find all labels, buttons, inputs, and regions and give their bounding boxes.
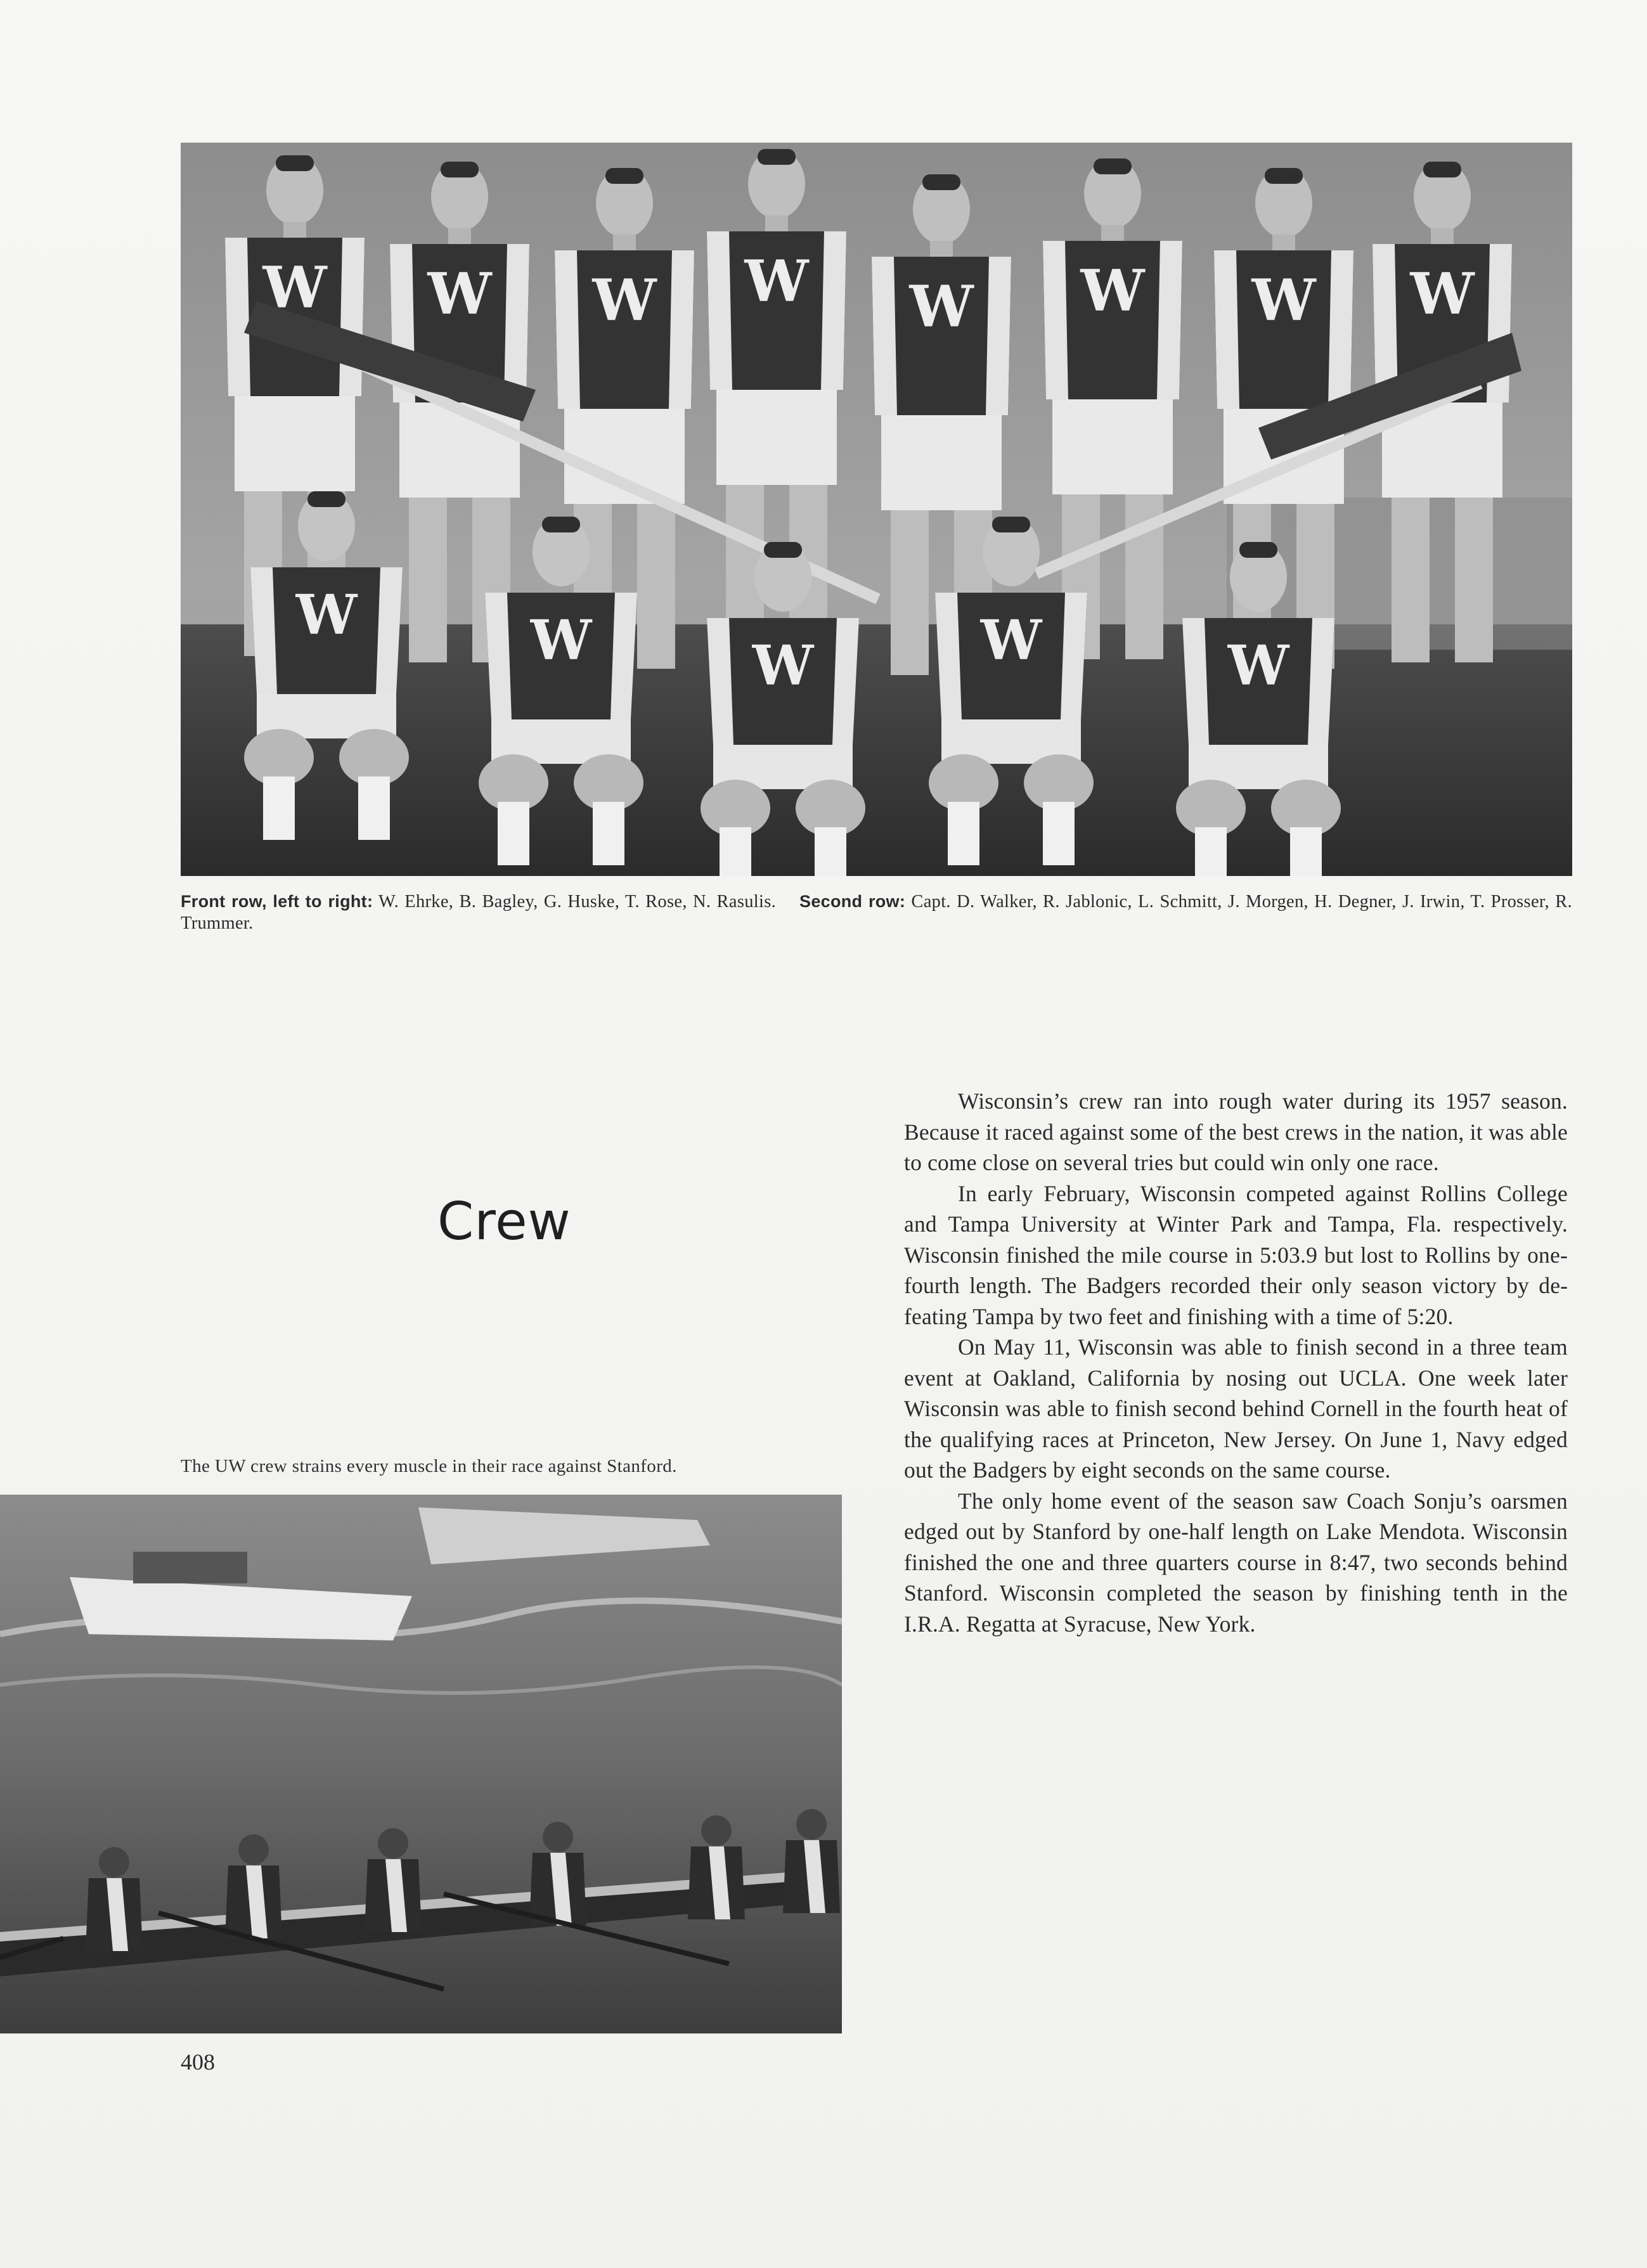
team-photo-caption [181, 891, 1572, 934]
body-paragraph: On May 11, Wisconsin was able to finish second in a three team event at Oakland, California by nosing out UCLA. One week later Wisconsin was able to finish second behind Cornell in the fourth heat of the qualifying races at Princeton, New Jersey. On June 1, Navy edged out the Badgers by eight seconds on the same course. [904, 1334, 1568, 1483]
article-body [904, 1086, 1568, 1639]
page-number: 408 [181, 2049, 215, 2075]
second-row-label: Second row: [799, 892, 906, 911]
front-row-label: Front row, left to right: [181, 892, 373, 911]
front-row-names: W. Ehrke, B. Bagley, G. Huske, T. Rose, N. Rasulis. [378, 892, 777, 912]
second-row-names: Capt. D. Walker, R. Jablonic, L. Schmitt, J. Morgen, H. Degner, J. Irwin, T. Prosser, R. Trummer. [181, 892, 1572, 933]
team-photo [181, 143, 1572, 876]
rowing-action-illustration [0, 1495, 842, 2033]
page-title: Crew [437, 1192, 571, 1252]
body-paragraph: In early February, Wisconsin competed against Rollins College and Tampa University at Winter Park and Tampa, Fla. respectively. Wisconsin finished the mile course in 5:03.9 but lost to Rollins by one-fourth length. The Badgers recorded their only season victory by defeating Tampa by two feet and finishing with a time of 5:20. [904, 1180, 1568, 1329]
body-paragraph: The only home event of the season saw Coach Sonju’s oarsmen edged out by Stanford by one-half length on Lake Mendota. Wisconsin finished the one and three quarters course in 8:47, two seconds behind Stanford. Wisconsin completed the season by finishing tenth in the I.R.A. Regatta at Syracuse, New York. [904, 1488, 1568, 1637]
action-photo-caption: The UW crew strains every muscle in their race against Stanford. [181, 1456, 677, 1476]
team-photo-illustration [181, 143, 1572, 876]
rowing-action-photo [0, 1495, 842, 2033]
body-paragraph: Wisconsin’s crew ran into rough water during its 1957 season. Because it raced against some of the best crews in the nation, it was able to come close on several tries but could win only one race. [904, 1088, 1568, 1175]
